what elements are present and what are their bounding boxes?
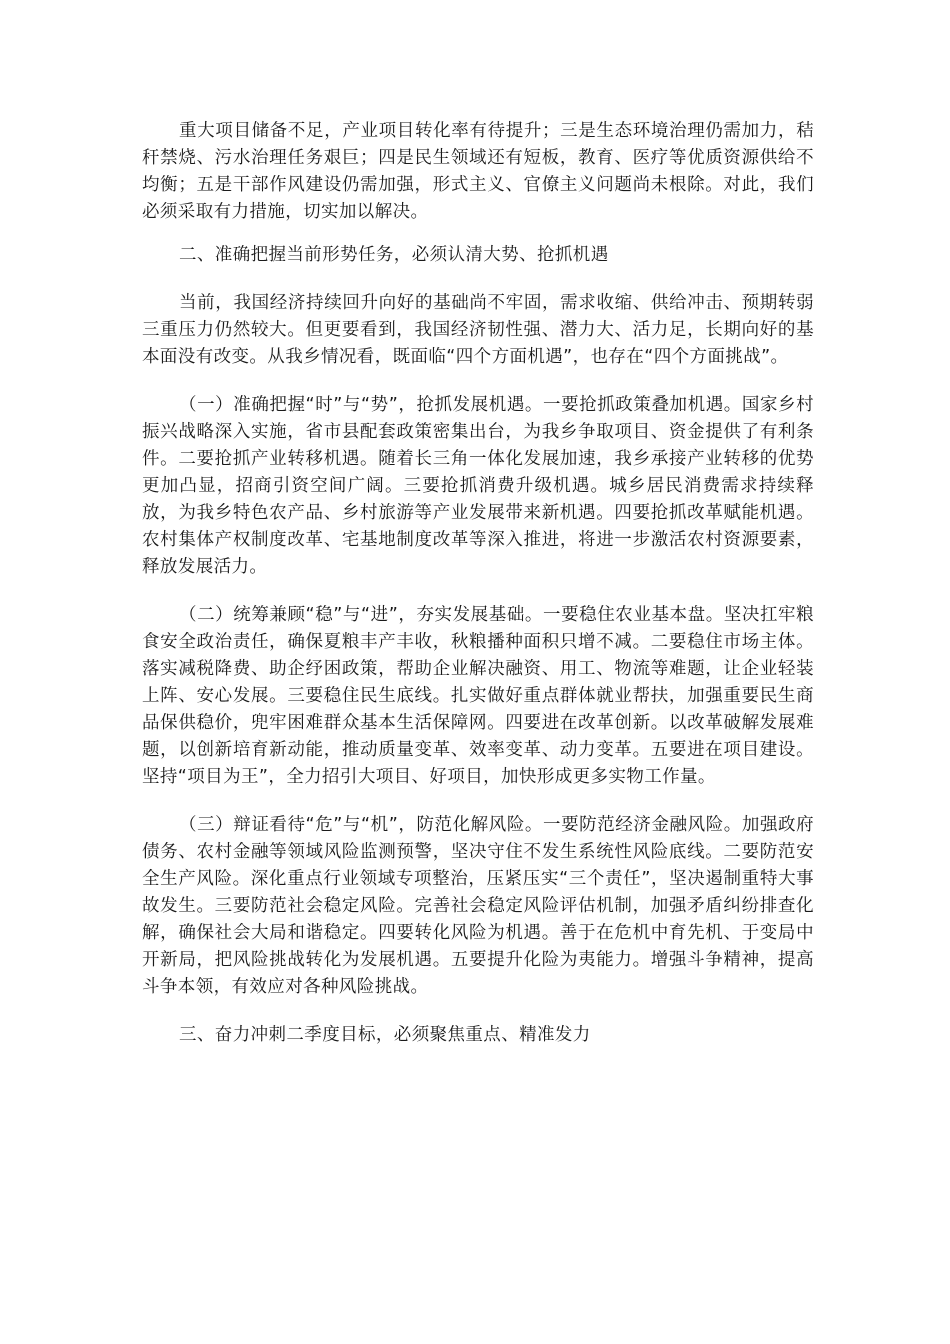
document-body — [142, 118, 814, 1049]
paragraph-problems: 重大项目储备不足，产业项目转化率有待提升；三是生态环境治理仍需加力，秸秆禁烧、污水治理任务艰巨；四是民生领域还有短板，教育、医疗等优质资源供给不均衡；五是干部作风建设仍需加强，形式主义、官僚主义问题尚未根除。对此，我们必须采取有力措施，切实加以解决。 — [142, 121, 814, 222]
paragraph-stability-progress: （二）统筹兼顾“稳”与“进”，夯实发展基础。一要稳住农业基本盘。坚决扛牢粮食安全政治责任，确保夏粮丰产丰收，秋粮播种面积只增不减。二要稳住市场主体。落实减税降费、助企纾困政策，帮助企业解决融资、用工、物流等难题，让企业轻装上阵、安心发展。三要稳住民生底线。扎实做好重点群体就业帮扶，加强重要民生商品保供稳价，兜牢困难群众基本生活保障网。四要进在改革创新。以改革破解发展难题，以创新培育新动能，推动质量变革、效率变革、动力变革。五要进在项目建设。坚持“项目为王”，全力招引大项目、好项目，加快形成更多实物工作量。 — [142, 605, 814, 787]
paragraph-risk-prevention: （三）辩证看待“危”与“机”，防范化解风险。一要防范经济金融风险。加强政府债务、农村金融等领域风险监测预警，坚决守住不发生系统性风险底线。二要防范安全生产风险。深化重点行业领域专项整治，压紧压实“三个责任”，坚决遏制重特大事故发生。三要防范社会稳定风险。完善社会稳定风险评估机制，加强矛盾纠纷排查化解，确保社会大局和谐稳定。四要转化风险为机遇。善于在危机中育先机、于变局中开新局，把风险挑战转化为发展机遇。五要提升化险为夷能力。增强斗争精神，提高斗争本领，有效应对各种风险挑战。 — [142, 815, 814, 997]
paragraph-situation: 当前，我国经济持续回升向好的基础尚不牢固，需求收缩、供给冲击、预期转弱三重压力仍然较大。但更要看到，我国经济韧性强、潜力大、活力足，长期向好的基本面没有改变。从我乡情况看，既面临“四个方面机遇”，也存在“四个方面挑战”。 — [142, 293, 814, 367]
section-heading-2: 二、准确把握当前形势任务，必须认清大势、抢抓机遇 — [179, 245, 609, 265]
section-heading-3: 三、奋力冲刺二季度目标，必须聚焦重点、精准发力 — [179, 1025, 591, 1045]
paragraph-opportunities: （一）准确把握“时”与“势”，抢抓发展机遇。一要抢抓政策叠加机遇。国家乡村振兴战略深入实施，省市县配套政策密集出台，为我乡争取项目、资金提供了有利条件。二要抢抓产业转移机遇。随着长三角一体化发展加速，我乡承接产业转移的优势更加凸显，招商引资空间广阔。三要抢抓消费升级机遇。城乡居民消费需求持续释放，为我乡特色农产品、乡村旅游等产业发展带来新机遇。四要抢抓改革赋能机遇。农村集体产权制度改革、宅基地制度改革等深入推进，将进一步激活农村资源要素，释放发展活力。 — [142, 395, 814, 577]
